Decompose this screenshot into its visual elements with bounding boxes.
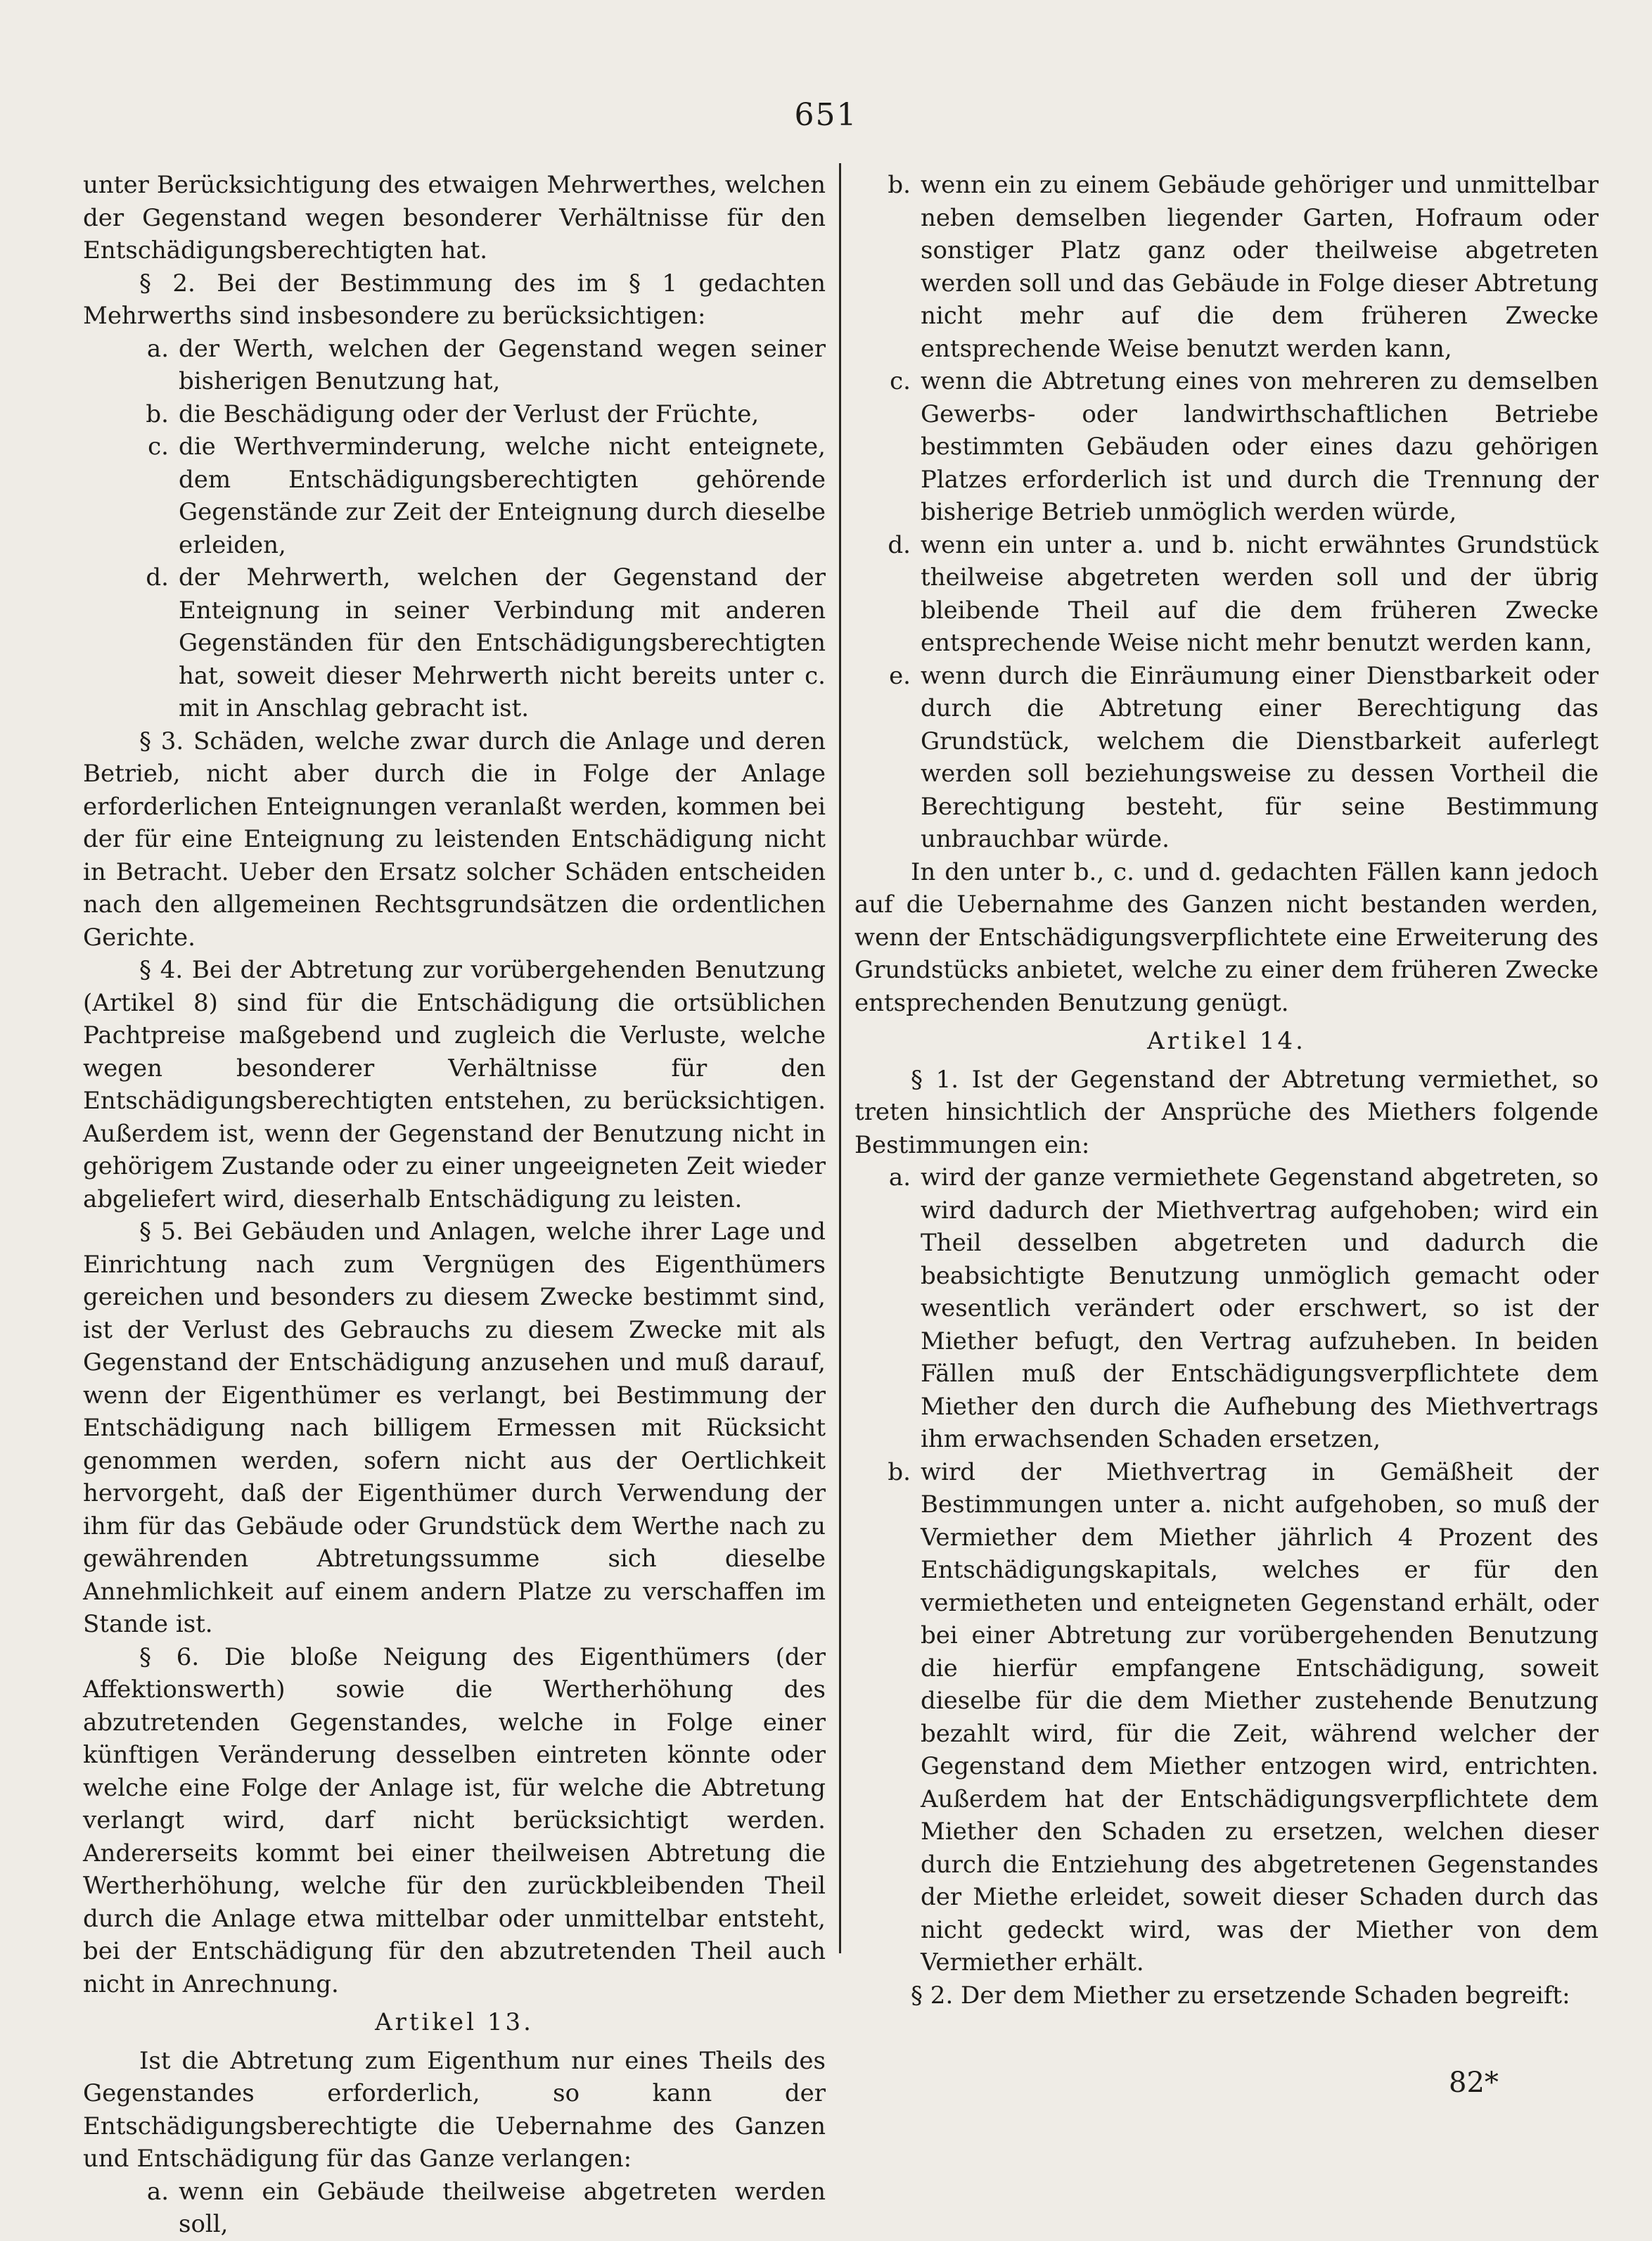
section-2-intro: § 2. Bei der Bestimmung des im § 1 gedachten Mehrwerths sind insbesondere zu berücksichtigen: xyxy=(83,269,826,330)
list-item xyxy=(83,2176,826,2241)
list-item-letter: a. xyxy=(146,2177,169,2206)
list-item xyxy=(854,169,1599,365)
article-14-heading: Artikel 14. xyxy=(1147,1027,1306,1055)
list-item-text: wenn ein unter a. und b. nicht erwähntes Grundstück theilweise abgetreten werden soll und der übrig bleibende Theil auf die dem früheren Zwecke entsprechende Weise nicht mehr benutzt werden kann, xyxy=(921,530,1599,657)
list-item-text: wenn die Abtretung eines von mehreren zu demselben Gewerbs- oder landwirthschaftlichen Betriebe bestimmten Gebäuden oder eines dazu gehörigen Platzes erforderlich ist und durch die Trennung der bisherige Betrieb unmöglich werden würde, xyxy=(921,367,1599,526)
list-item-letter: e. xyxy=(889,661,911,690)
list-item xyxy=(83,333,826,398)
article-13-intro: Ist die Abtretung zum Eigenthum nur eines Theils des Gegenstandes erforderlich, so kann der Entschädigungsberechtigte die Uebernahme des Ganzen und Entschädigung für das Ganze verlangen: xyxy=(83,2046,826,2173)
list-item-text: die Beschädigung oder der Verlust der Früchte, xyxy=(179,400,760,428)
continuation-paragraph: unter Berücksichtigung des etwaigen Mehrwerthes, welchen der Gegenstand wegen besonderer Verhältnisse für den Entschädigungsberechtigten hat. xyxy=(83,171,826,264)
list-item-text: die Werthverminderung, welche nicht enteignete, dem Entschädigungsberechtigten gehörende Gegenstände zur Zeit der Enteignung durch dieselbe erleiden, xyxy=(179,433,826,559)
list-item-text: wenn ein zu einem Gebäude gehöriger und unmittelbar neben demselben liegender Garten, Hofraum oder sonstiger Platz ganz oder theilweise abgetreten werden soll und das Gebäude in Folge dieser Abtretung nicht mehr auf die dem früheren Zwecke entsprechende Weise benutzt werden kann, xyxy=(921,171,1599,363)
article-14-section-1-intro: § 1. Ist der Gegenstand der Abtretung vermiethet, so treten hinsichtlich der Ansprüche des Miethers folgende Bestimmungen ein: xyxy=(854,1065,1599,1159)
right-column xyxy=(854,169,1599,2012)
column-divider xyxy=(839,163,841,1953)
list-item xyxy=(83,430,826,561)
list-item xyxy=(854,1161,1599,1456)
list-item-letter: d. xyxy=(146,563,169,592)
list-item-text: der Mehrwerth, welchen der Gegenstand der Enteignung in seiner Verbindung mit anderen Gegenständen für den Entschädigungsberechtigten hat, soweit dieser Mehrwerth nicht bereits unter c. mit in Anschlag gebracht ist. xyxy=(179,563,826,722)
list-item-text: der Werth, welchen der Gegenstand wegen seiner bisherigen Benutzung hat, xyxy=(179,334,826,395)
list-item xyxy=(854,529,1599,660)
article-13-heading: Artikel 13. xyxy=(375,2008,534,2036)
left-column xyxy=(83,169,826,2241)
list-item-letter: b. xyxy=(888,1457,911,1486)
list-item-text: wenn ein Gebäude theilweise abgetreten werden soll, xyxy=(179,2177,826,2238)
list-item-letter: c. xyxy=(148,433,169,461)
list-item xyxy=(854,1456,1599,1979)
article-13-closing: In den unter b., c. und d. gedachten Fällen kann jedoch auf die Uebernahme des Ganzen nicht bestanden werden, wenn der Entschädigungsverpflichtete eine Erweiterung des Grundstücks anbietet, welche zu einer dem früheren Zwecke entsprechenden Benutzung genügt. xyxy=(854,857,1599,1017)
list-item-letter: b. xyxy=(888,171,911,199)
list-item-text: wird der Miethvertrag in Gemäßheit der Bestimmungen unter a. nicht aufgehoben, so muß der Vermiether dem Miether jährlich 4 Prozent des Entschädigungskapitals, welches er für den vermietheten und enteigneten Gegenstand erhält, oder bei einer Abtretung zur vorübergehenden Benutzung die hierfür empfangene Entschädigung, soweit dieselbe für die dem Miether zustehende Benutzung bezahlt wird, für die Zeit, während welcher der Gegenstand dem Miether entzogen wird, entrichten. Außerdem hat der Entschädigungsverpflichtete dem Miether den Schaden zu ersetzen, welchen dieser durch die Entziehung des abgetretenen Gegenstandes der Miethe erleidet, soweit dieser Schaden durch das nicht gedeckt wird, was der Miether von dem Vermiether erhält. xyxy=(921,1457,1599,1977)
section-3-paragraph: § 3. Schäden, welche zwar durch die Anlage und deren Betrieb, nicht aber durch die in Folge der Anlage erforderlichen Enteignungen veranlaßt werden, kommen bei der für eine Enteignung zu leistenden Entschädigung nicht in Betracht. Ueber den Ersatz solcher Schäden entscheiden nach den allgemeinen Rechtsgrundsätzen die ordentlichen Gerichte. xyxy=(83,727,826,952)
section-5-paragraph: § 5. Bei Gebäuden und Anlagen, welche ihrer Lage und Einrichtung nach zum Vergnügen des Eigenthümers gereichen und besonders zu diesem Zwecke bestimmt sind, ist der Verlust des Gebrauchs zu diesem Zwecke mit als Gegenstand der Entschädigung anzusehen und muß darauf, wenn der Eigenthümer es verlangt, bei Bestimmung der Entschädigung nach billigem Ermessen mit Rücksicht genommen werden, sofern nicht aus der Oertlichkeit hervorgeht, daß der Eigenthümer durch Verwendung der ihm für das Gebäude oder Grundstück dem Werthe nach zu gewährenden Abtretungssumme sich dieselbe Annehmlichkeit auf einem andern Platze zu verschaffen im Stande ist. xyxy=(83,1218,826,1638)
article-14-section-2: § 2. Der dem Miether zu ersetzende Schaden begreift: xyxy=(911,1981,1570,2010)
list-item xyxy=(83,398,826,431)
list-item-letter: b. xyxy=(146,400,169,428)
list-item xyxy=(854,365,1599,529)
section-4-paragraph: § 4. Bei der Abtretung zur vorübergehenden Benutzung (Artikel 8) sind für die Entschädigung die ortsüblichen Pachtpreise maßgebend und zugleich die Verluste, welche wegen besonderer Verhältnisse für den Entschädigungsberechtigten entstehen, zu berücksichtigen. Außerdem ist, wenn der Gegenstand der Benutzung nicht in gehörigem Zustande oder zu einer ungeeigneten Zeit wieder abgeliefert wird, dieserhalb Entschädigung zu leisten. xyxy=(83,956,826,1213)
list-item xyxy=(854,660,1599,856)
signature-mark: 82* xyxy=(1449,2067,1499,2099)
page-number: 651 xyxy=(794,97,858,133)
list-item-text: wenn durch die Einräumung einer Dienstbarkeit oder durch die Abtretung einer Berechtigung das Grundstück, welchem die Dienstbarkeit auferlegt werden soll beziehungsweise zu dessen Vortheil die Berechtigung besteht, für seine Bestimmung unbrauchbar würde. xyxy=(921,661,1599,853)
list-item xyxy=(83,561,826,725)
section-6-paragraph: § 6. Die bloße Neigung des Eigenthümers (der Affektionswerth) sowie die Wertherhöhung des abzutretenden Gegenstandes, welche in Folge einer künftigen Veränderung desselben eintreten könnte oder welche eine Folge der Anlage ist, für welche die Abtretung verlangt wird, darf nicht berücksichtigt werden. Andererseits kommt bei einer theilweisen Abtretung die Wertherhöhung, welche für den zurückbleibenden Theil durch die Anlage etwa mittelbar oder unmittelbar entsteht, bei der Entschädigung für den abzutretenden Theil auch nicht in Anrechnung. xyxy=(83,1642,826,1998)
list-item-letter: a. xyxy=(888,1163,911,1192)
list-item-letter: a. xyxy=(146,334,169,363)
list-item-letter: d. xyxy=(888,530,911,559)
list-item-text: wird der ganze vermiethete Gegenstand abgetreten, so wird dadurch der Miethvertrag aufgehoben; wird ein Theil desselben abgetreten und dadurch die beabsichtigte Benutzung unmöglich gemacht oder wesentlich verändert oder erschwert, so ist der Miether befugt, den Vertrag aufzuheben. In beiden Fällen muß der Entschädigungsverpflichtete dem Miether den durch die Aufhebung des Miethvertrags ihm erwachsenden Schaden ersetzen, xyxy=(921,1163,1599,1453)
list-item-letter: c. xyxy=(890,367,911,395)
